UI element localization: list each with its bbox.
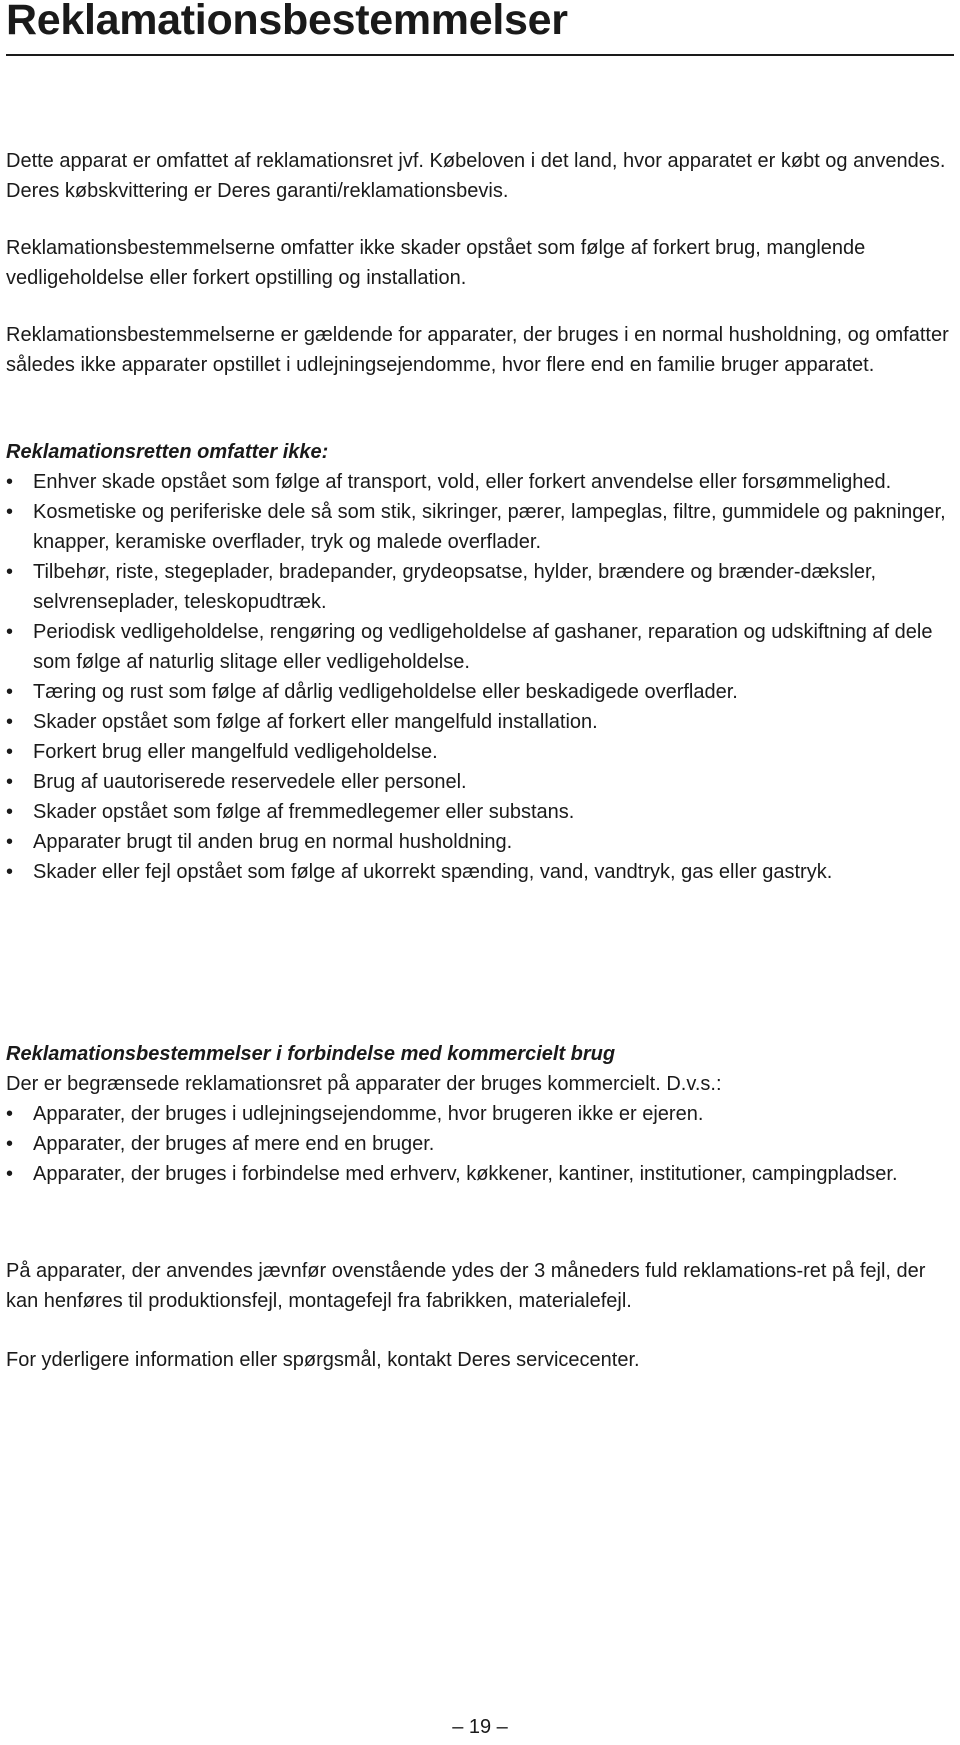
title-divider	[6, 54, 954, 56]
list-item	[6, 497, 956, 557]
closing-paragraph-contact: For yderligere information eller spørgsmål, kontakt Deres servicecenter.	[6, 1349, 640, 1371]
list-item	[6, 467, 956, 497]
list-item	[6, 797, 956, 827]
bullet-icon: •	[6, 801, 14, 823]
list-item-text: Enhver skade opstået som følge af transport, vold, eller forkert anvendelse eller forsømmelighed.	[33, 471, 892, 493]
commercial-list	[6, 1099, 956, 1189]
list-item-text: Skader opstået som følge af forkert eller mangelfuld installation.	[33, 711, 598, 733]
bullet-icon: •	[6, 501, 14, 523]
list-item-text: Tilbehør, riste, stegeplader, bradepander, grydeopsatse, hylder, brændere og brænder-dæksler, selvrenseplader, teleskopudtræk.	[33, 561, 877, 613]
list-item-text: Apparater, der bruges i forbindelse med erhverv, køkkener, kantiner, institutioner, campingpladser.	[33, 1163, 898, 1185]
bullet-icon: •	[6, 1103, 14, 1125]
list-item-text: Skader opstået som følge af fremmedlegemer eller substans.	[33, 801, 575, 823]
list-item-text: Tæring og rust som følge af dårlig vedligeholdelse eller beskadigede overflader.	[33, 681, 738, 703]
list-item-text: Skader eller fejl opstået som følge af ukorrekt spænding, vand, vandtryk, gas eller gastryk.	[33, 861, 833, 883]
list-item-text: Apparater, der bruges af mere end en bruger.	[33, 1133, 435, 1155]
list-item-text: Brug af uautoriserede reservedele eller personel.	[33, 771, 467, 793]
bullet-icon: •	[6, 621, 14, 643]
list-item-text: Kosmetiske og periferiske dele så som stik, sikringer, pærer, lampeglas, filtre, gummidele og pakninger, knapper, keramiske overflader, tryk og malede overflader.	[33, 501, 946, 553]
list-item	[6, 737, 956, 767]
bullet-icon: •	[6, 711, 14, 733]
bullet-icon: •	[6, 861, 14, 883]
list-item	[6, 707, 956, 737]
list-item	[6, 857, 956, 887]
exclusions-list	[6, 467, 956, 887]
list-item	[6, 1099, 956, 1129]
commercial-intro: Der er begrænsede reklamationsret på apparater der bruges kommercielt. D.v.s.:	[6, 1073, 722, 1095]
list-item-text: Apparater, der bruges i udlejningsejendomme, hvor brugeren ikke er ejeren.	[33, 1103, 704, 1125]
list-item	[6, 827, 956, 857]
bullet-icon: •	[6, 681, 14, 703]
list-item	[6, 557, 956, 617]
intro-paragraph-3: Reklamationsbestemmelserne er gældende for apparater, der bruges i en normal husholdning, og omfatter således ikke apparater opstillet i udlejningsejendomme, hvor flere end en familie bruger apparatet.	[6, 324, 949, 376]
section-heading-commercial-use: Reklamationsbestemmelser i forbindelse med kommercielt brug	[6, 1043, 616, 1065]
list-item-text: Apparater brugt til anden brug en normal husholdning.	[33, 831, 513, 853]
bullet-icon: •	[6, 831, 14, 853]
list-item-text: Forkert brug eller mangelfuld vedligeholdelse.	[33, 741, 438, 763]
list-item	[6, 617, 956, 677]
bullet-icon: •	[6, 471, 14, 493]
bullet-icon: •	[6, 771, 14, 793]
section-heading-exclusions: Reklamationsretten omfatter ikke:	[6, 441, 329, 463]
list-item	[6, 1159, 956, 1189]
intro-paragraph-2: Reklamationsbestemmelserne omfatter ikke skader opstået som følge af forkert brug, manglende vedligeholdelse eller forkert opstilling og installation.	[6, 237, 866, 289]
page-title: Reklamationsbestemmelser	[6, 0, 568, 44]
list-item-text: Periodisk vedligeholdelse, rengøring og vedligeholdelse af gashaner, reparation og udskiftning af dele som følge af naturlig slitage eller vedligeholdelse.	[33, 621, 933, 673]
closing-paragraph-warranty: På apparater, der anvendes jævnfør ovenstående ydes der 3 måneders fuld reklamations-ret på fejl, der kan henføres til produktionsfejl, montagefejl fra fabrikken, materialefejl.	[6, 1260, 926, 1312]
bullet-icon: •	[6, 561, 14, 583]
list-item	[6, 767, 956, 797]
list-item	[6, 1129, 956, 1159]
bullet-icon: •	[6, 741, 14, 763]
bullet-icon: •	[6, 1133, 14, 1155]
intro-paragraph-1: Dette apparat er omfattet af reklamationsret jvf. Købeloven i det land, hvor apparatet er købt og anvendes. Deres købskvittering er Deres garanti/reklamationsbevis.	[6, 150, 946, 202]
page-number: – 19 –	[452, 1716, 508, 1738]
list-item	[6, 677, 956, 707]
bullet-icon: •	[6, 1163, 14, 1185]
